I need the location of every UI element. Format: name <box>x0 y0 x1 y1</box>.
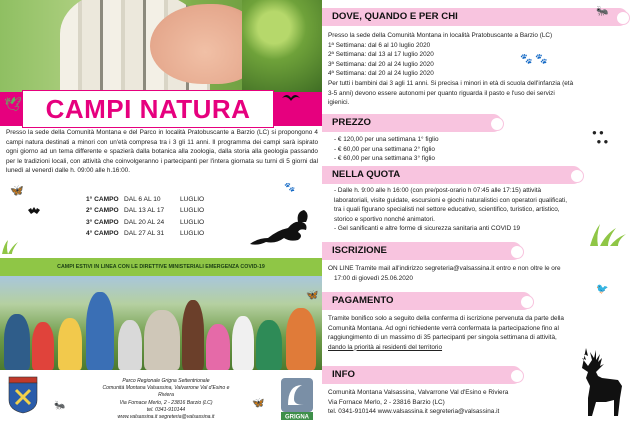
text-line: - Gel sanificanti e altre forme di sicurezza sanitaria anti COVID 19 <box>334 225 521 233</box>
butterfly-icon: 🦋 <box>306 290 319 301</box>
text-line: 4ª Settimana: dal 20 al 24 luglio 2020 <box>328 70 434 78</box>
park-name: Parco Regionale Grigna Settentrionale <box>122 378 210 384</box>
grass-icon <box>0 240 22 254</box>
section-text-prezzo <box>334 135 439 164</box>
footer-address <box>96 378 236 421</box>
text-line: storico e sportivo nonché animatori. <box>334 215 435 223</box>
text-line: Via Fornace Merlo, 2 - 23816 Barzio (LC) <box>328 398 445 406</box>
section-title-prezzo: PREZZO <box>332 117 371 128</box>
paw-prints-icon: 🐾 <box>284 182 296 192</box>
grass-icon <box>586 222 628 246</box>
squirrel-silhouette-icon <box>248 208 310 248</box>
person-figure <box>256 320 282 370</box>
person-figure <box>118 320 142 370</box>
covid-banner-text: CAMPI ESTIVI IN LINEA CON LE DIRETTIVE MINISTERIALI EMERGENZA COVID-19 <box>57 264 265 270</box>
butterfly-icon: 🦋 <box>10 185 24 197</box>
camp-dates: DAL 20 AL 24 <box>124 218 165 226</box>
deer-silhouette-icon <box>566 346 624 418</box>
camp-name: 1° CAMPO <box>86 196 119 203</box>
text-line: tra i quali figurano specialisti nel settore educativo, scientifico, turistico, artistico, <box>334 206 560 214</box>
section-title-pagamento: PAGAMENTO <box>332 295 394 306</box>
text-line: 3-5 anni) devono essere autonomi per quanto riguarda il pasto e l'uso dei servizi <box>328 89 555 97</box>
person-figure <box>182 300 204 370</box>
community-name: Comunità Montana Valsassina, Valvarrone Val d'Esino e Riviera <box>102 385 230 399</box>
text-line: 3ª Settimana: dal 20 al 24 luglio 2020 <box>328 60 434 68</box>
text-line: Comunità Montana Valsassina, Valvarrone Val d'Esino e Riviera <box>328 389 509 396</box>
price-line: - € 60,00 per una settimana 3° figlio <box>334 155 435 163</box>
camp-dates: DAL 13 AL 17 <box>124 207 165 215</box>
camp-dates: DAL 27 AL 31 <box>124 229 165 237</box>
ant-icon: 🐜 <box>54 400 66 410</box>
text-line: raggiungimento di un massimo di 35 partecipanti per singola settimana di attività, <box>328 334 557 342</box>
camp-month: LUGLIO <box>180 218 205 226</box>
camp-dates: DAL 6 AL 10 <box>124 196 161 203</box>
camps-schedule <box>86 194 220 239</box>
section-text-iscrizione <box>328 264 561 283</box>
person-figure <box>32 322 54 370</box>
horse-figure <box>144 310 180 370</box>
web-email: www.valsassina.it segreteria@valsassina.it <box>117 414 215 421</box>
intro-paragraph: Presso la sede della Comunità Montana e del Parco in località Pratobuscante a Barzio (LC) si propongono 4 campi natura destinati a minori con un'età compresa tra i 3 gli 11 anni. Il programma dei campi sarà ispirato ogni giorno ad un tema differente e spazierà dalla botanica alla zoologia, dalla storia alla geologia passando per le tradizioni locali, con attività che coinvolgeranno i partecipanti per l'intera giornata su turni di 5 giorni dal lunedì al venerdì dalle h. 09:00 alle h.16:00. <box>6 129 318 175</box>
text-line: - Dalle h. 9:00 alle h 16:00 (con pre/post-orario h 07:45 alle 17:15) attività <box>334 187 542 194</box>
camp-name: 2° CAMPO <box>86 207 119 215</box>
section-title-info: INFO <box>332 369 355 380</box>
price-line: - € 120,00 per una settimana 1° figlio <box>334 136 439 143</box>
bird-icon: 🕊 <box>4 96 22 112</box>
section-text-dove <box>328 31 573 108</box>
hero-photo <box>0 0 322 92</box>
title-box <box>22 90 274 128</box>
text-line: tel. 0341-910144 www.valsassina.it segreteria@valsassina.it <box>328 408 500 416</box>
text-line: Tramite bonifico solo a seguito della conferma di iscrizione pervenuta da parte della <box>328 315 564 322</box>
camp-row <box>86 194 220 205</box>
camp-row <box>86 205 220 216</box>
camp-month: LUGLIO <box>180 196 205 203</box>
text-line: Presso la sede della Comunità Montana in località Pratobuscante a Barzio (LC) <box>328 32 553 39</box>
address: Via Fornace Merlo, 2 - 23816 Barzio (LC) <box>119 399 213 406</box>
grigna-park-logo <box>280 377 314 421</box>
bat-icon <box>28 206 40 216</box>
section-title-quota: NELLA QUOTA <box>332 169 401 180</box>
group-photo <box>0 276 322 370</box>
person-figure <box>232 316 254 370</box>
person-figure <box>4 314 30 370</box>
coat-of-arms-logo <box>8 376 38 414</box>
section-text-pagamento <box>328 314 564 352</box>
camp-name: 3° CAMPO <box>86 218 119 226</box>
hummingbird-icon: 🐦 <box>596 284 609 295</box>
foliage <box>242 0 322 92</box>
butterfly-icon: 🦋 <box>252 398 265 409</box>
text-line: 17:00 di giovedì 25.06.2020 <box>334 274 413 282</box>
text-line: ON LINE Tramite mail all'indirizzo segreteria@valsassina.it entro e non oltre le ore <box>328 265 561 272</box>
text-line: Comunità Montana. Ad ogni richiedente verrà confermata la partecipazione fino al <box>328 324 559 332</box>
text-line: igienici. <box>328 99 350 107</box>
section-title-dove: DOVE, QUANDO E PER CHI <box>332 11 458 22</box>
ant-icon: 🐜 <box>596 6 609 17</box>
section-text-quota <box>334 186 567 234</box>
price-line: - € 60,00 per una settimana 2° figlio <box>334 145 435 153</box>
camp-name: 4° CAMPO <box>86 229 119 237</box>
paw-prints-icon: 🐾 🐾 <box>520 54 548 65</box>
camp-month: LUGLIO <box>180 207 205 215</box>
text-line: dando la priorità ai residenti del territorio <box>328 343 443 351</box>
person-figure <box>86 292 114 370</box>
covid-banner <box>0 258 322 276</box>
section-title-iscrizione: ISCRIZIONE <box>332 245 387 256</box>
text-line: 2ª Settimana: dal 13 al 17 luglio 2020 <box>328 51 434 59</box>
text-line: laboratoriali, visite guidate, escursioni e giochi naturalistici con operatori qualificati, <box>334 196 568 204</box>
person-figure <box>286 308 316 370</box>
phone: tel. 0341-910144 <box>146 406 186 413</box>
person-figure <box>58 318 82 370</box>
page-title: CAMPI NATURA <box>45 93 251 124</box>
camp-month: LUGLIO <box>180 229 205 237</box>
text-line: Per tutti i bambini dai 3 agli 11 anni. Si precisa i minori in età di scuola dell'infanzia (età <box>328 79 574 87</box>
camp-row <box>86 228 220 239</box>
section-text-info <box>328 388 508 417</box>
person-figure <box>206 324 230 370</box>
animal-tracks-icon: ● ● ● ● <box>592 128 609 146</box>
camp-row <box>86 217 220 228</box>
logo-text: GRIGNA <box>285 414 309 421</box>
text-line: 1ª Settimana: dal 6 al 10 luglio 2020 <box>328 41 431 49</box>
bird-silhouette-icon <box>282 92 300 104</box>
